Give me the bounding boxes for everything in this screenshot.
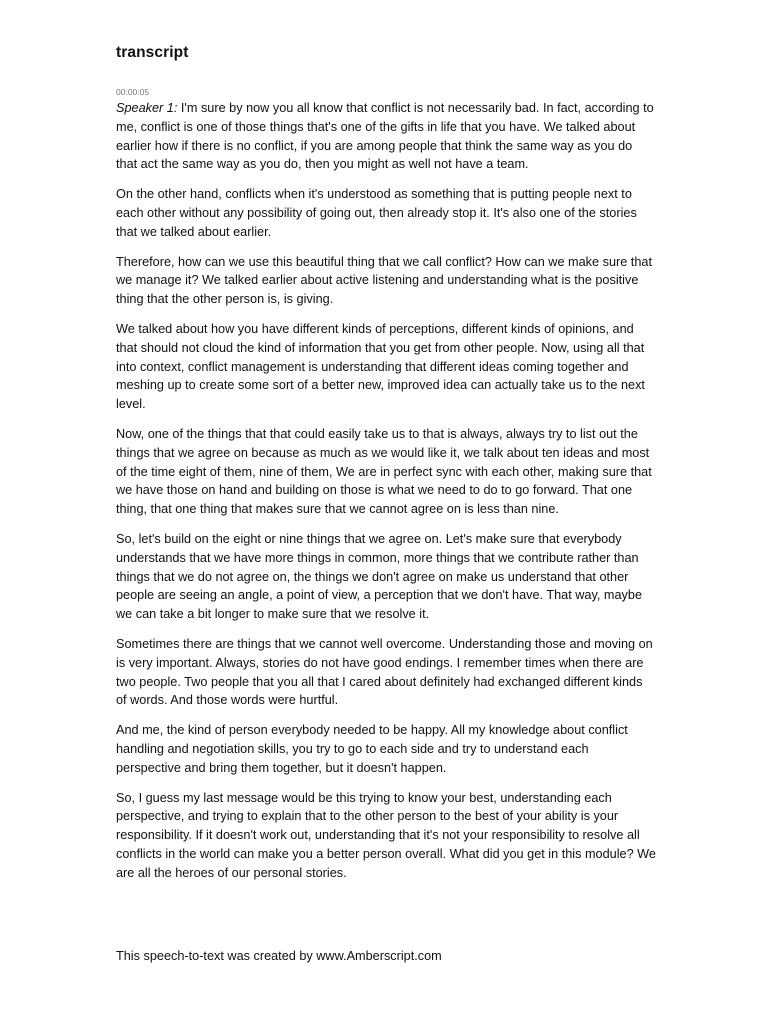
paragraph-text: I'm sure by now you all know that conflict is not necessarily bad. In fact, according to me, conflict is one of those things that's one of the gifts in life that you have. We talked about earlier how if there is no conflict, if you are among people that think the same way as you do that act the same way as you do, then you might as well not have a team. <box>116 101 654 172</box>
transcript-paragraph: So, I guess my last message would be this trying to know your best, understanding each perspective, and trying to explain that to the other person to the best of your ability is your responsibility. If it doesn't work out, understanding that it's not your responsibility to resolve all conflicts in the world can make you a better person overall. What did you get in this module? We are all the heroes of our personal stories. <box>116 790 656 880</box>
transcript-paragraph: Now, one of the things that that could easily take us to that is always, always try to list out the things that we agree on because as much as we would like it, we talk about ten ideas and most of the time eight of them, nine of them, We are in perfect sync with each other, making sure that we have those on hand and building on those is what we need to do to go forward. That one thing, that one thing that makes sure that we cannot agree on is less than nine. <box>116 426 652 517</box>
transcript-paragraph: We talked about how you have different kinds of perceptions, different kinds of opinions, and that should not cloud the kind of information that you get from other people. Now, using all that into context, conflict management is understanding that different ideas coming together and meshing up to create some sort of a better new, improved idea can actually take us to the next level. <box>116 321 645 412</box>
footer-credit: This speech-to-text was created by www.Amberscript.com <box>116 949 442 963</box>
transcript-paragraph: Sometimes there are things that we cannot well overcome. Understanding those and moving on is very important. Always, stories do not have good endings. I remember times when there are two people. Two people that you all that I cared about definitely had exchanged different kinds of words. And those words were hurtful. <box>116 636 653 708</box>
transcript-paragraph: On the other hand, conflicts when it's understood as something that is putting people next to each other without any possibility of going out, then already stop it. It's also one of the stories that we talked about earlier. <box>116 187 637 239</box>
transcript-paragraph: Therefore, how can we use this beautiful thing that we call conflict? How can we make sure that we manage it? We talked earlier about active listening and understanding what is the positive thing that the other person is, is giving. <box>116 254 652 307</box>
transcript-paragraph: So, let's build on the eight or nine things that we agree on. Let's make sure that everybody understands that we have more things in common, more things that we contribute rather than things that we do not agree on, the things we don't agree on make us understand that other people are seeing an angle, a point of view, a perception that we don't have. That way, maybe we can take a bit longer to make sure that we resolve it. <box>116 531 643 622</box>
transcript-body <box>116 99 656 893</box>
speaker-label: Speaker 1: <box>116 101 178 115</box>
timestamp: 00:00:05 <box>116 87 150 97</box>
transcript-paragraph: And me, the kind of person everybody needed to be happy. All my knowledge about conflict handling and negotiation skills, you try to go to each side and try to understand each perspective and bring them together, but it doesn't happen. <box>116 723 628 775</box>
document-title: transcript <box>116 44 189 61</box>
transcript-paragraph <box>116 99 656 174</box>
